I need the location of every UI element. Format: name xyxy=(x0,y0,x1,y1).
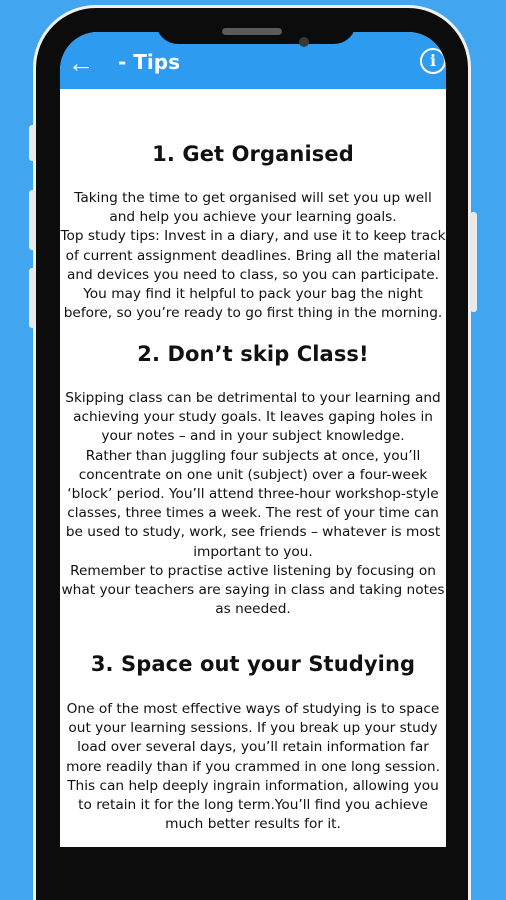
text-line: Top study tips: Invest in a diary, and use it to keep track xyxy=(60,228,446,245)
text-line: before, so you’re ready to go first thing in the morning. xyxy=(63,305,443,322)
text-line: Taking the time to get organised will set you up well xyxy=(74,190,432,206)
section-heading: 3. Space out your Studying xyxy=(90,652,416,676)
phone-camera xyxy=(299,37,309,47)
text-line: You may find it helpful to pack your bag the night xyxy=(83,286,423,303)
section-1-text xyxy=(60,189,446,323)
tip-section-1 xyxy=(60,142,446,166)
phone-speaker xyxy=(222,28,282,35)
phone-side-button-left-mid xyxy=(29,190,36,250)
app-screen xyxy=(60,32,446,847)
text-line: to retain it for the long term.You’ll find you achieve xyxy=(78,797,428,814)
back-arrow-icon[interactable]: ← xyxy=(64,46,98,80)
text-line: much better results for it. xyxy=(165,816,341,833)
section-2-text xyxy=(60,389,446,619)
text-line: what your teachers are saying in class and taking notes xyxy=(61,582,445,599)
text-line: your notes – and in your subject knowledge. xyxy=(101,428,405,445)
text-line: This can help deeply ingrain information, allowing you xyxy=(67,777,439,794)
section-heading: 2. Don’t skip Class! xyxy=(137,342,369,366)
page-title: - Tips xyxy=(118,50,180,74)
text-line: Skipping class can be detrimental to your learning and xyxy=(65,390,441,406)
phone-side-button-right xyxy=(470,212,477,312)
text-line: Remember to practise active listening by focusing on xyxy=(70,562,436,579)
text-line: of current assignment deadlines. Bring all the material xyxy=(65,247,441,264)
text-line: achieving your study goals. It leaves gaping holes in xyxy=(73,409,433,426)
text-line: be used to study, work, see friends – whatever is most xyxy=(65,524,441,541)
phone-side-button-left-low xyxy=(29,268,36,328)
text-line: and devices you need to class, so you can participate. xyxy=(66,266,440,283)
text-line: One of the most effective ways of studying is to space xyxy=(66,701,440,717)
text-line: ‘block’ period. You’ll attend three-hour workshop-style xyxy=(67,486,439,503)
text-line: concentrate on one unit (subject) over a four-week xyxy=(78,466,428,483)
info-icon[interactable]: i xyxy=(420,48,446,74)
text-line: more readily than if you crammed in one long session. xyxy=(66,758,440,775)
tip-section-2 xyxy=(60,342,446,366)
text-line: and help you achieve your learning goals. xyxy=(109,209,397,226)
text-line: classes, three times a week. The rest of your time can xyxy=(67,505,439,522)
section-3-text xyxy=(60,700,446,834)
phone-side-button-left-top xyxy=(29,125,36,161)
tip-section-3 xyxy=(60,652,446,676)
text-line: Rather than juggling four subjects at once, you’ll xyxy=(85,447,421,464)
section-heading: 1. Get Organised xyxy=(152,142,354,166)
text-line: important to you. xyxy=(193,543,313,560)
text-line: load over several days, you’ll retain information far xyxy=(77,739,429,756)
text-line: as needed. xyxy=(215,601,291,618)
text-line: out your learning sessions. If you break up your study xyxy=(68,720,438,737)
